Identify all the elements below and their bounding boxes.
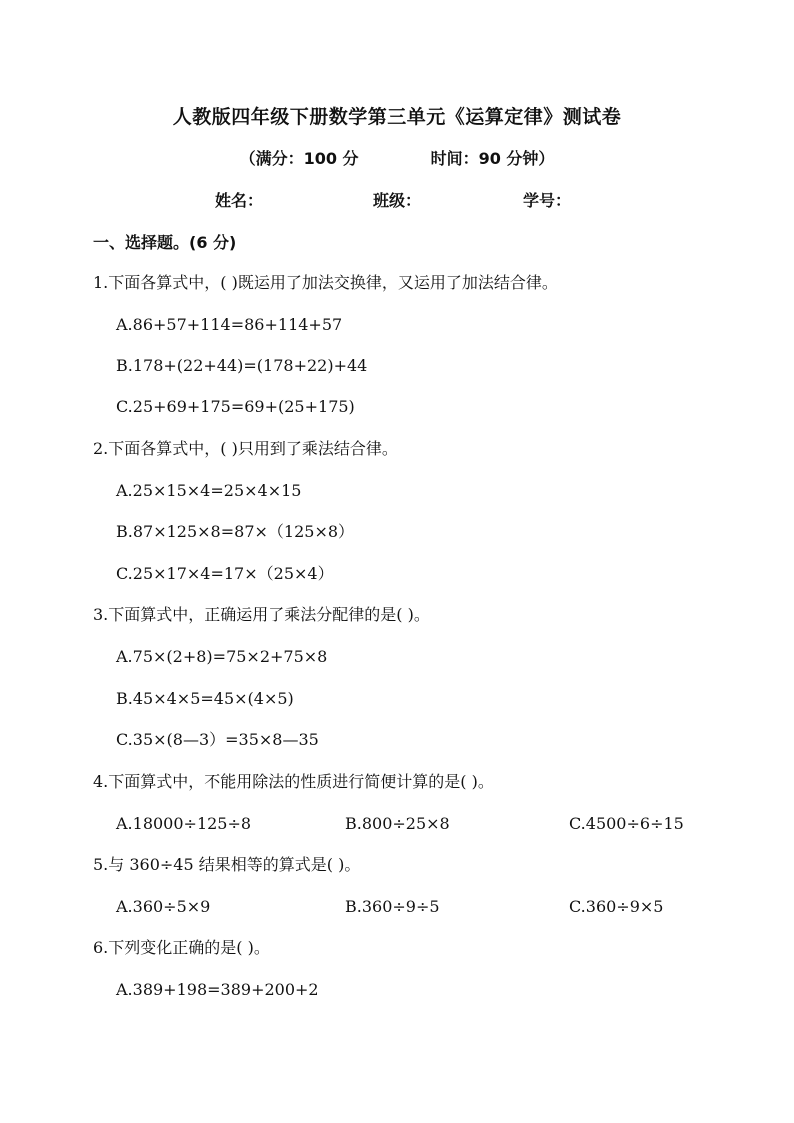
question-stem: 3.下面算式中，正确运用了乘法分配律的是( )。 xyxy=(93,605,430,624)
full-score-label: （满分：100 分 xyxy=(239,149,359,168)
section-heading: 一、选择题。(6 分) xyxy=(93,233,237,252)
question-option: A.25×15×4=25×4×15 xyxy=(116,481,302,500)
question-option: B.45×4×5=45×(4×5) xyxy=(116,689,294,708)
name-label: 姓名： xyxy=(215,191,264,210)
class-label: 班级： xyxy=(373,191,422,210)
question-option: A.18000÷125÷8 xyxy=(116,814,252,833)
question-option: C.25+69+175=69+(25+175) xyxy=(116,397,355,416)
question-stem: 6.下列变化正确的是( )。 xyxy=(93,938,270,957)
question-option: A.360÷5×9 xyxy=(116,897,211,916)
question-option: C.360÷9×5 xyxy=(569,897,664,916)
question-option: B.360÷9÷5 xyxy=(345,897,440,916)
question-option: C.4500÷6÷15 xyxy=(569,814,684,833)
student-id-label: 学号： xyxy=(523,191,572,210)
question-option: B.87×125×8=87×（125×8） xyxy=(116,522,355,541)
question-option: B.178+(22+44)=(178+22)+44 xyxy=(116,356,368,375)
question-stem: 2.下面各算式中，( )只用到了乘法结合律。 xyxy=(93,439,398,458)
exam-meta xyxy=(0,146,794,169)
question-stem: 1.下面各算式中，( )既运用了加法交换律，又运用了加法结合律。 xyxy=(93,273,558,292)
question-option: C.25×17×4=17×（25×4） xyxy=(116,564,334,583)
time-label: 时间：90 分钟） xyxy=(430,149,555,168)
question-stem: 5.与 360÷45 结果相等的算式是( )。 xyxy=(93,855,361,874)
question-option: B.800÷25×8 xyxy=(345,814,450,833)
question-option: A.75×(2+8)=75×2+75×8 xyxy=(116,647,328,666)
question-stem: 4.下面算式中，不能用除法的性质进行简便计算的是( )。 xyxy=(93,772,494,791)
question-option: C.35×(8—3）=35×8—35 xyxy=(116,730,319,749)
question-option: A.389+198=389+200+2 xyxy=(116,980,319,999)
question-option: A.86+57+114=86+114+57 xyxy=(116,315,343,334)
page-title: 人教版四年级下册数学第三单元《运算定律》测试卷 xyxy=(172,106,622,128)
